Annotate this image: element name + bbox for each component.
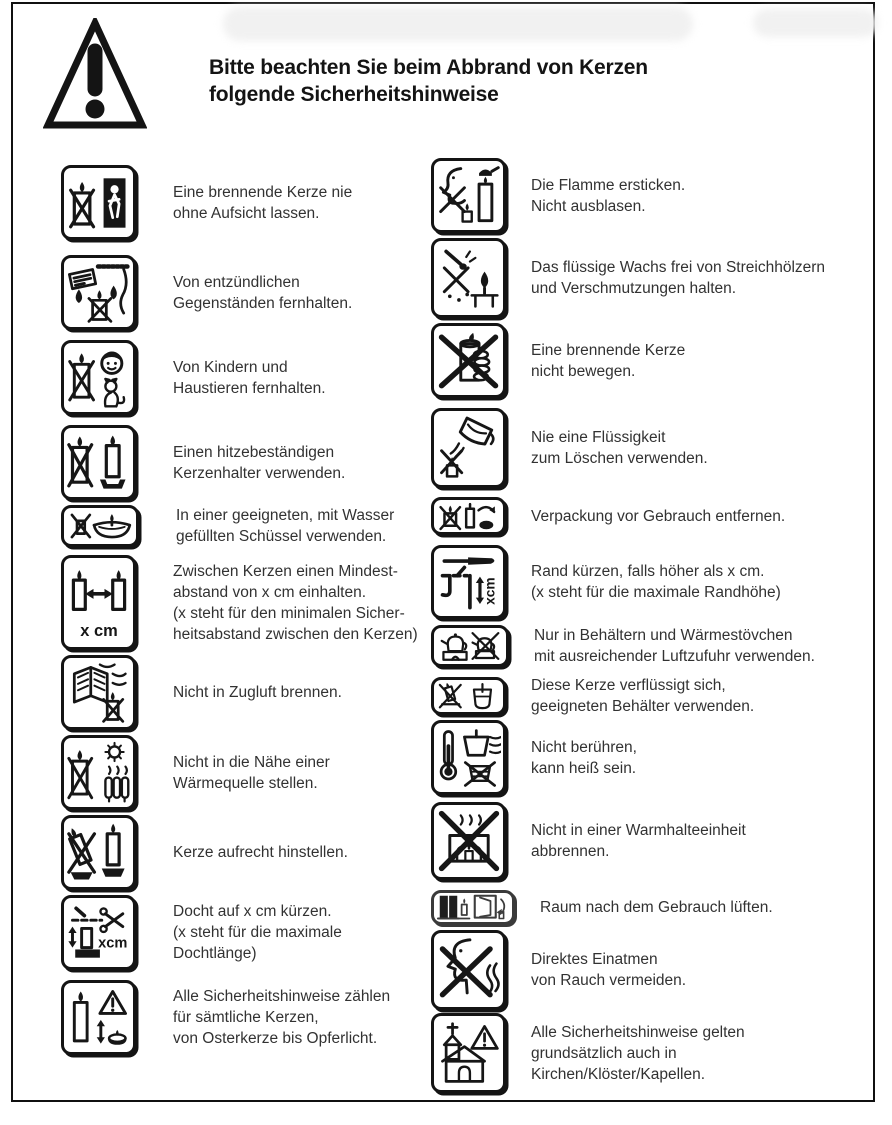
safety-text: Nicht in Zugluft brennen.: [173, 684, 342, 701]
air-supply-icon: [431, 625, 509, 667]
warning-triangle-exclamation-icon: [43, 18, 147, 132]
page-title: [209, 54, 648, 108]
heatproof-holder-icon: [61, 425, 136, 500]
safety-item: [61, 255, 352, 330]
safety-text: Nicht in die Nähe einer Wärmequelle stellen.: [173, 753, 330, 792]
scan-smudge: [753, 9, 878, 37]
draft-icon: [61, 655, 136, 730]
safety-text: Nicht in einer Warmhalteeinheit abbrennen.: [531, 822, 746, 860]
safety-item: [431, 545, 781, 619]
safety-item: [61, 895, 342, 970]
all-candles-icon: [61, 980, 136, 1055]
svg-text:xcm: xcm: [482, 576, 498, 605]
hot-do-not-touch-icon: [431, 720, 506, 795]
liquefying-candle-icon: [431, 677, 506, 715]
water-bowl-icon: [61, 505, 139, 547]
safety-item: [61, 165, 352, 240]
trim-rim-icon: [431, 545, 506, 619]
page-title-line1: Bitte beachten Sie beim Abbrand von Kerzen: [209, 56, 648, 79]
candle-unattended-icon: [61, 165, 136, 240]
safety-text: Einen hitzebeständigen Kerzenhalter verwenden.: [173, 443, 346, 482]
wax-free-matches-icon: [431, 238, 506, 318]
safety-item: [431, 238, 825, 318]
safety-item: [61, 735, 330, 810]
safety-text: Raum nach dem Gebrauch lüften.: [540, 899, 773, 916]
safety-item: [61, 505, 394, 547]
safety-item: [61, 555, 418, 650]
safety-text: Docht auf x cm kürzen. (x steht für die maximale Dochtlänge): [173, 903, 342, 962]
safety-text: Das flüssige Wachs frei von Streichhölzern und Verschmutzungen halten.: [531, 259, 826, 297]
safety-text: Direktes Einatmen von Rauch vermeiden.: [531, 951, 687, 989]
safety-item: [61, 655, 342, 730]
safety-item: [431, 158, 685, 233]
safety-text: Nicht berühren, kann heiß sein.: [531, 738, 637, 777]
safety-item: [431, 323, 685, 398]
safety-text: Eine brennende Kerze nie ohne Aufsicht lassen.: [173, 183, 353, 222]
safety-text: Alle Sicherheitshinweise zählen für sämtliche Kerzen, von Osterkerze bis Opferlicht.: [173, 988, 391, 1047]
safety-item: [61, 425, 345, 500]
safety-text: Rand kürzen, falls höher als x cm. (x steht für die maximale Randhöhe): [531, 563, 781, 601]
safety-text: Zwischen Kerzen einen Mindest- abstand von x cm einhalten. (x steht für den minimalen Sicher- heitsabstand zwischen den Kerzen): [173, 562, 418, 643]
upright-icon: [61, 815, 136, 890]
no-food-warmer-icon: [431, 802, 506, 880]
safety-item: [431, 625, 815, 667]
safety-sheet-page: [11, 2, 875, 1102]
safety-text: In einer geeigneten, mit Wasser gefüllten Schüssel verwenden.: [176, 507, 395, 545]
safety-item: [431, 1013, 745, 1093]
safety-text: Diese Kerze verflüssigt sich, geeigneten Behälter verwenden.: [531, 677, 755, 715]
scan-smudge: [223, 7, 693, 41]
safety-item: [431, 408, 708, 488]
smother-flame-icon: [431, 158, 506, 233]
flammable-objects-icon: [61, 255, 136, 330]
remove-packaging-icon: [431, 497, 506, 535]
safety-text: Von entzündlichen Gegenständen fernhalten.: [173, 273, 353, 312]
safety-item: [61, 340, 326, 415]
safety-text: Nur in Behältern und Wärmestövchen mit ausreichender Luftzufuhr verwenden.: [534, 627, 815, 665]
trim-wick-icon: [61, 895, 136, 970]
safety-item: [431, 497, 785, 535]
page-title-line2: folgende Sicherheitshinweise: [209, 83, 499, 106]
safety-text: Kerze aufrecht hinstellen.: [173, 844, 348, 861]
ventilate-room-icon: [431, 890, 515, 925]
safety-text: Von Kindern und Haustieren fernhalten.: [173, 358, 326, 397]
no-smoke-inhale-icon: [431, 930, 506, 1010]
safety-item: [431, 930, 686, 1010]
svg-text:xcm: xcm: [97, 935, 127, 952]
safety-text: Die Flamme ersticken. Nicht ausblasen.: [531, 176, 686, 215]
safety-text: Nie eine Flüssigkeit zum Löschen verwenden.: [531, 429, 708, 467]
svg-text:x cm: x cm: [79, 621, 118, 640]
candle-distance-icon: [61, 555, 136, 650]
safety-item: [431, 720, 637, 795]
safety-item: [431, 675, 754, 717]
safety-item: [431, 802, 746, 880]
heat-source-icon: [61, 735, 136, 810]
children-pets-icon: [61, 340, 136, 415]
safety-item: [431, 890, 773, 925]
do-not-move-icon: [431, 323, 506, 398]
safety-text: Alle Sicherheitshinweise gelten grundsätzlich auch in Kirchen/Klöster/Kapellen.: [531, 1023, 745, 1083]
safety-item: [61, 980, 390, 1055]
safety-text: Eine brennende Kerze nicht bewegen.: [531, 341, 686, 380]
safety-text: Verpackung vor Gebrauch entfernen.: [531, 507, 786, 525]
churches-icon: [431, 1013, 506, 1093]
safety-item: [61, 815, 348, 890]
no-liquid-icon: [431, 408, 506, 488]
